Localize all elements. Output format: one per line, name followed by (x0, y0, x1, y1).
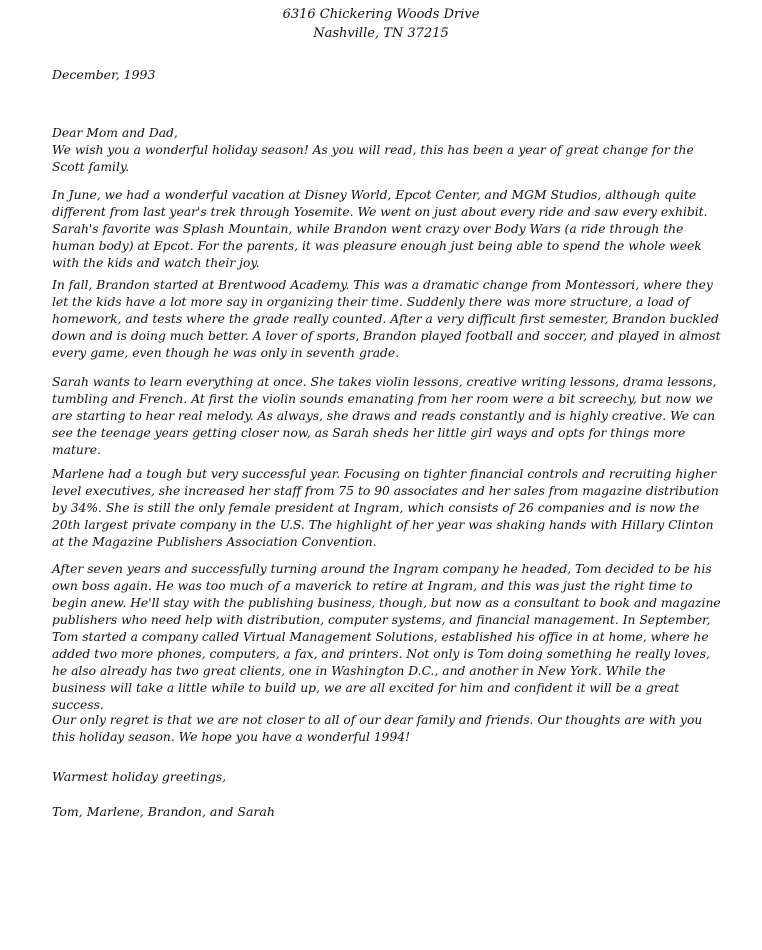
signature: Tom, Marlene, Brandon, and Sarah (52, 804, 275, 819)
sender-address (0, 5, 762, 43)
address-city-state-zip: Nashville, TN 37215 (313, 26, 449, 41)
closing-salutation: Warmest holiday greetings, (52, 769, 227, 784)
paragraph-closing-thoughts: Our only regret is that we are not closer to all of our dear family and friends. Our thoughts are with you this holiday season. We hope you have a wonderful 1994! (52, 713, 703, 744)
paragraph-sarah: Sarah wants to learn everything at once. She takes violin lessons, creative writing lessons, drama lessons, tumbling and French. At first the violin sounds emanating from her room were a bit screechy, but now we are starting to hear real melody. As always, she draws and reads constantly and is highly creative. We can see the teenage years getting closer now, as Sarah sheds her little girl ways and opts for things more mature. (52, 375, 717, 457)
paragraph-brandon: In fall, Brandon started at Brentwood Academy. This was a dramatic change from Montessori, where they let the kids have a lot more say in organizing their time. Suddenly there was more structure, a load of homework, and tests where the grade really counted. After a very difficult first semester, Brandon buckled down and is doing much better. A lover of sports, Brandon played football and soccer, and played in almost every game, even though he was only in seventh grade. (52, 278, 721, 360)
paragraph-marlene: Marlene had a tough but very successful year. Focusing on tighter financial controls and recruiting higher level executives, she increased her staff from 75 to 90 associates and her sales from magazine distribution by 34%. She is still the only female president at Ingram, which consists of 26 companies and is now the 20th largest private company in the U.S. The highlight of her year was shaking hands with Hillary Clinton at the Magazine Publishers Association Convention. (52, 467, 719, 549)
paragraph-tom: After seven years and successfully turning around the Ingram company he headed, Tom decided to be his own boss again. He was too much of a maverick to retire at Ingram, and this was just the right time to begin anew. He'll stay with the publishing business, though, but now as a consultant to book and magazine publishers who need help with distribution, computer systems, and financial management. In September, Tom started a company called Virtual Management Solutions, established his office in at home, where he added two more phones, computers, a fax, and printers. Not only is Tom doing something he really loves, he also already has two great clients, one in Washington D.C., and another in New York. While the business will take a little while to build up, we are all excited for him and confident it will be a great success. (52, 562, 721, 712)
greeting: Dear Mom and Dad, (52, 126, 178, 140)
address-street: 6316 Chickering Woods Drive (282, 7, 480, 22)
letter-date: December, 1993 (52, 67, 156, 82)
greeting-block (52, 125, 722, 176)
paragraph-intro: We wish you a wonderful holiday season! As you will read, this has been a year of great change for the Scott family. (52, 143, 694, 174)
paragraph-vacation: In June, we had a wonderful vacation at Disney World, Epcot Center, and MGM Studios, although quite different from last year's trek through Yosemite. We went on just about every ride and saw every exhibit. Sarah's favorite was Splash Mountain, while Brandon went crazy over Body Wars (a ride through the human body) at Epcot. For the parents, it was pleasure enough just being able to spend the whole week with the kids and watch their joy. (52, 188, 708, 270)
